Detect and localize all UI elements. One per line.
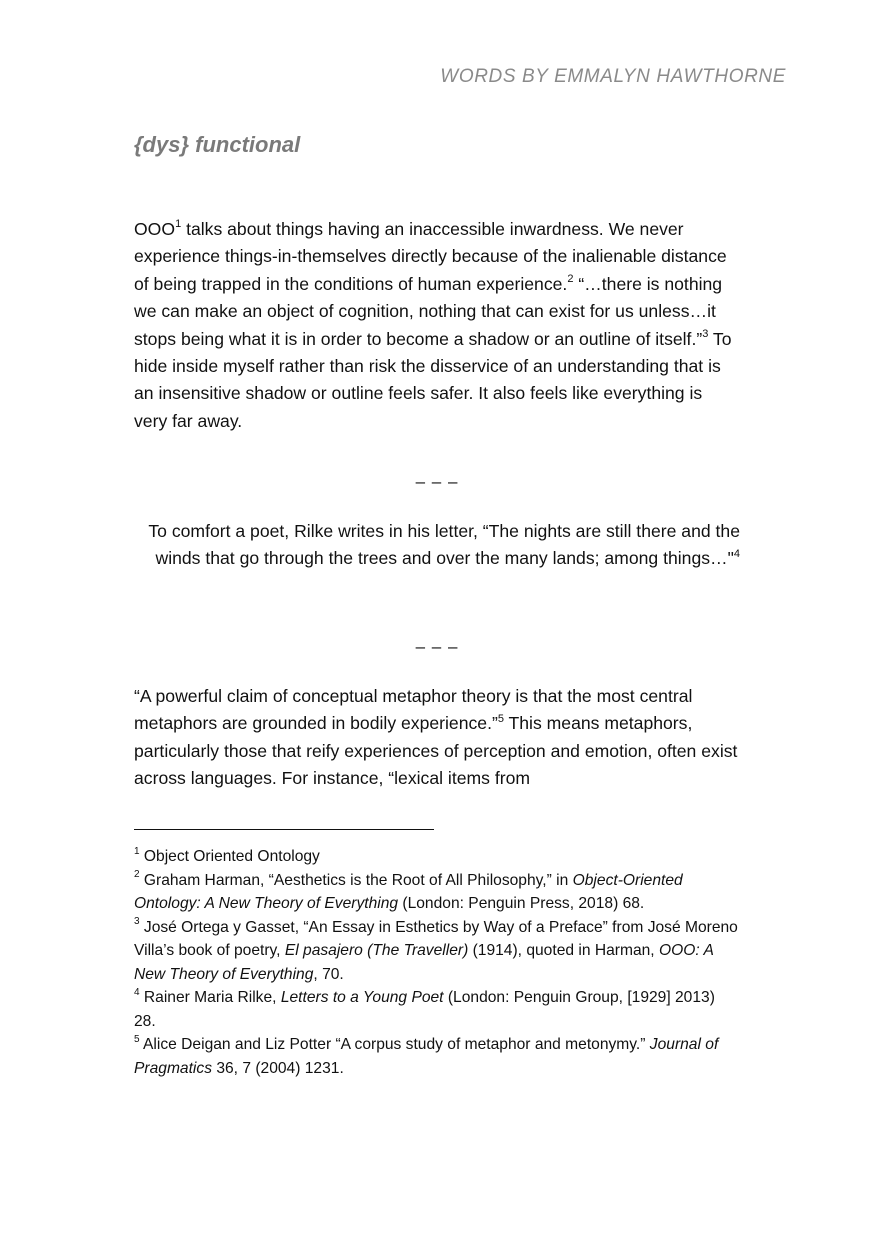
footnote-ref-5[interactable]: 5 [497, 712, 504, 725]
document-title: {dys} functional [134, 132, 301, 157]
footnote-ref-3[interactable]: 3 [702, 327, 709, 340]
footnote-title: OOO: A New Theory of Everything [134, 942, 714, 983]
footnote-text: (London: Penguin Press, 2018) 68. [398, 895, 645, 912]
footnote-divider [134, 829, 434, 830]
footnote-text: Rainer Maria Rilke, [139, 989, 281, 1006]
footnote-text: (London: Penguin Group, [1929] 2013) 28. [134, 989, 715, 1030]
footnote-3 [134, 916, 740, 987]
paragraph-text: “…there is nothing we can make an object of cognition, nothing that can exist for us unless…it stops being what it is in order to become a shadow or an outline of itself.” [134, 273, 723, 349]
paragraph-1 [134, 216, 740, 435]
footnote-title: El pasajero (The Traveller) [284, 942, 469, 959]
paragraph-text: OOO [134, 219, 176, 239]
author-byline: WORDS BY EMMALYN HAWTHORNE [440, 66, 786, 87]
paragraph-2 [134, 683, 740, 793]
footnote-number: 3 [134, 916, 140, 928]
quote-text: To comfort a poet, Rilke writes in his letter, “The nights are still there and the winds that go through the trees and over the many lands; among things…" [148, 521, 740, 569]
footnote-title: Journal of Pragmatics [134, 1036, 719, 1077]
footnote-ref-4[interactable]: 4 [733, 547, 740, 560]
footnote-number: 2 [134, 869, 140, 881]
footnote-ref-1[interactable]: 1 [175, 218, 182, 231]
footnote-text: (1914), quoted in Harman, [468, 942, 659, 959]
footnote-text: 36, 7 (2004) 1231. [212, 1059, 344, 1077]
rilke-quote [134, 518, 740, 573]
paragraph-text: talks about things having an inaccessible inwardness. We never experience things-in-themselves directly because of the inalienable distance of being trapped in the conditions of human experience. [134, 219, 727, 294]
footnote-title: Object-Oriented Ontology: A New Theory of Everything [134, 871, 683, 912]
footnote-2 [134, 869, 740, 916]
footnote-1 [134, 845, 740, 869]
footnote-ref-2[interactable]: 2 [567, 272, 574, 285]
section-separator: – – – [415, 472, 459, 491]
footnote-text: , 70. [313, 965, 344, 983]
footnote-5 [134, 1033, 740, 1080]
footnote-text: Graham Harman, “Aesthetics is the Root of All Philosophy,” in [139, 871, 573, 889]
paragraph-text: “A powerful claim of conceptual metaphor theory is that the most central metaphors are grounded in bodily experience.” [134, 686, 693, 734]
footnote-title: Letters to a Young Poet [280, 989, 444, 1006]
footnote-text: José Ortega y Gasset, “An Essay in Esthetics by Way of a Preface” from José Moreno Villa’s book of poetry, [134, 918, 738, 959]
footnote-text: Object Oriented Ontology [139, 848, 320, 865]
footnote-text: Alice Deigan and Liz Potter “A corpus study of metaphor and metonymy.” [139, 1036, 650, 1053]
paragraph-text: To hide inside myself rather than risk the disservice of an understanding that is an insensitive shadow or outline feels safer. It also feels like everything is very far away. [134, 328, 732, 431]
section-separator: – – – [415, 637, 459, 656]
footnote-4 [134, 986, 740, 1033]
footnotes [134, 845, 740, 1080]
footnote-number: 4 [134, 986, 140, 998]
footnote-number: 5 [134, 1033, 140, 1045]
footnote-number: 1 [134, 845, 140, 857]
paragraph-text: This means metaphors, particularly those that reify experiences of perception and emotion, often exist across languages. For instance, “lexical items from [134, 713, 738, 789]
